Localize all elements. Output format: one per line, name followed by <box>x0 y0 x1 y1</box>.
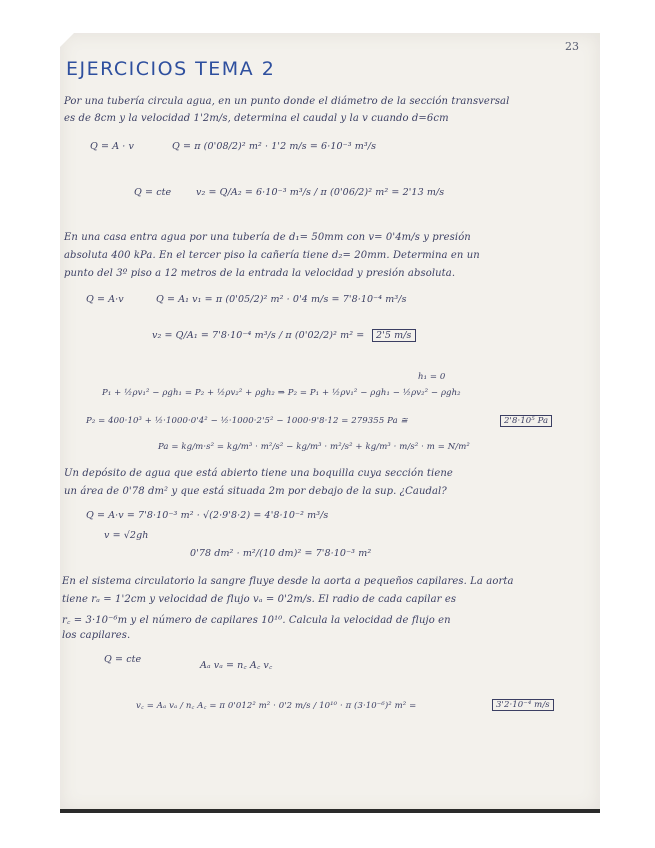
ex1-statement-line2: es de 8cm y la velocidad 1'2m/s, determina el caudal y la v cuando d=6cm <box>64 113 449 124</box>
ex4-eq-cte: Q = cte <box>104 654 142 665</box>
ex2-statement-line2: absoluta 400 kPa. En el tercer piso la cañería tiene d₂= 20mm. Determina en un <box>64 250 480 261</box>
ex4-statement-line2: tiene rₐ = 1'2cm y velocidad de flujo vₐ = 0'2m/s. El radio de cada capilar es <box>62 594 457 605</box>
ex3-eq-v: v = √2gh <box>104 530 149 541</box>
ex1-eq-caudal: Q = π (0'08/2)² m² · 1'2 m/s = 6·10⁻³ m³/s <box>172 141 377 152</box>
ex2-note-h1: h₁ = 0 <box>418 372 446 382</box>
ex3-statement-line2: un área de 0'78 dm² y que está situada 2m por debajo de la sup. ¿Caudal? <box>64 486 447 497</box>
ex2-statement-line1: En una casa entra agua por una tubería de d₁= 50mm con v= 0'4m/s y presión <box>64 232 471 243</box>
ex3-eq-conversion: 0'78 dm² · m²/(10 dm)² = 7'8·10⁻³ m² <box>190 548 372 559</box>
ex2-result-p2: 2'8·10⁵ Pa <box>500 415 552 427</box>
ex2-result-v2: 2'5 m/s <box>372 329 416 342</box>
ex2-eq-p2: P₂ = 400·10³ + ½·1000·0'4² − ½·1000·2'5² − 1000·9'8·12 = 279355 Pa ≅ <box>86 416 408 426</box>
page-corner-fold <box>60 33 74 47</box>
ex2-eq-bernoulli: P₁ + ½ρv₁² − ρgh₁ = P₂ + ½ρv₂² + ρgh₂ ⇒ P₂ = P₁ + ½ρv₁² − ρgh₁ − ½ρv₂² − ρgh₂ <box>102 388 461 398</box>
page-bottom-edge <box>60 809 600 813</box>
ex2-eq-v2: v₂ = Q/A₁ = 7'8·10⁻⁴ m³/s / π (0'02/2)² m² = <box>152 330 365 341</box>
ex4-statement-line3: r꜀ = 3·10⁻⁶m y el número de capilares 10¹⁰. Calcula la velocidad de flujo en <box>62 615 451 626</box>
ex4-eq-balance: Aₐ vₐ = n꜀ A꜀ v꜀ <box>200 660 273 671</box>
ex1-statement-line1: Por una tubería circula agua, en un punto donde el diámetro de la sección transversal <box>64 96 510 107</box>
ex2-eq-units: Pa = kg/m·s² = kg/m³ · m²/s² − kg/m³ · m²/s² + kg/m³ · m/s² · m = N/m² <box>158 442 470 452</box>
ex2-statement-line3: punto del 3º piso a 12 metros de la entrada la velocidad y presión absoluta. <box>64 268 456 279</box>
ex3-statement-line1: Un depósito de agua que está abierto tiene una boquilla cuya sección tiene <box>64 468 453 479</box>
page-title: EJERCICIOS TEMA 2 <box>66 58 276 80</box>
ex2-eq-caudal: Q = A₁ v₁ = π (0'05/2)² m² · 0'4 m/s = 7'8·10⁻⁴ m³/s <box>156 294 407 305</box>
ex3-eq-caudal: Q = A·v = 7'8·10⁻³ m² · √(2·9'8·2) = 4'8·10⁻² m³/s <box>86 510 329 521</box>
ex4-statement-line4: los capilares. <box>62 630 131 641</box>
ex4-statement-line1: En el sistema circulatorio la sangre fluye desde la aorta a pequeños capilares. La aorta <box>62 576 514 587</box>
ex4-result-vc: 3'2·10⁻⁴ m/s <box>492 699 554 711</box>
ex2-eq-general: Q = A·v <box>86 294 124 305</box>
ex1-eq-general: Q = A · v <box>90 141 134 152</box>
ex1-eq-v2: v₂ = Q/A₂ = 6·10⁻³ m³/s / π (0'06/2)² m² = 2'13 m/s <box>196 187 445 198</box>
page-number: 23 <box>565 40 579 53</box>
ex1-eq-cte: Q = cte <box>134 187 172 198</box>
ex4-eq-vc: v꜀ = Aₐ vₐ / n꜀ A꜀ = π 0'012² m² · 0'2 m/s / 10¹⁰ · π (3·10⁻⁶)² m² = <box>136 701 417 711</box>
